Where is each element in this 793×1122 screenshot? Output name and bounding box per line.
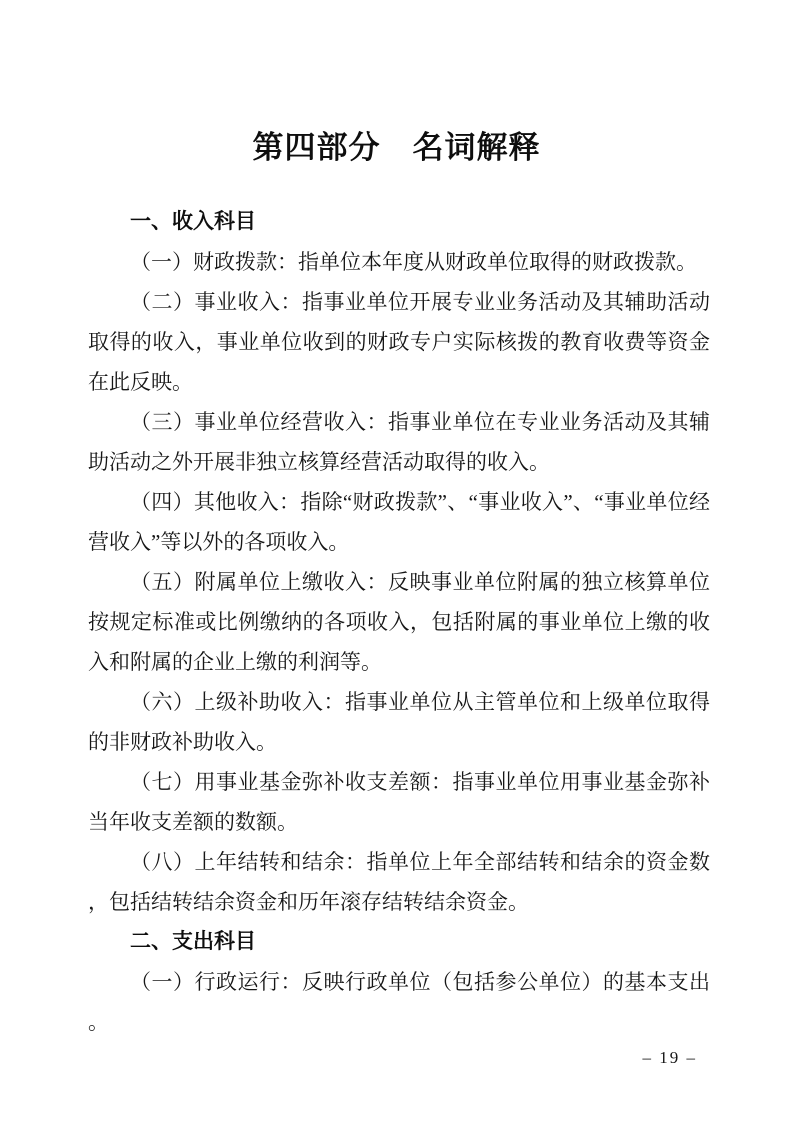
term-definition-subsidiary-remitted-income: （五）附属单位上缴收入：反映事业单位附属的独立核算单位按规定标准或比例缴纳的各项收入，包括附属的事业单位上缴的收入和附属的企业上缴的利润等。 [88, 570, 710, 674]
term-definition-carryover-surplus: （八）上年结转和结余：指单位上年全部结转和结余的资金数，包括结转结余资金和历年滚存结转结余资金。 [88, 850, 710, 914]
term-definition-superior-subsidy-income: （六）上级补助收入：指事业单位从主管单位和上级单位取得的非财政补助收入。 [88, 690, 710, 754]
document-body [88, 202, 710, 1042]
term-definition-fiscal-appropriation: （一）财政拨款：指单位本年度从财政单位取得的财政拨款。 [130, 250, 697, 274]
term-definition-other-income: （四）其他收入：指除“财政拨款”、“事业收入”、“事业单位经营收入”等以外的各项收入。 [88, 490, 710, 554]
page-number: – 19 – [642, 1048, 697, 1067]
page-title: 第四部分 名词解释 [252, 130, 541, 165]
section-heading-expenditure: 二、支出科目 [130, 930, 256, 953]
term-definition-business-operating-income: （三）事业单位经营收入：指事业单位在专业业务活动及其辅助活动之外开展非独立核算经营活动取得的收入。 [88, 410, 710, 474]
section-heading-income: 一、收入科目 [130, 210, 256, 233]
term-definition-administrative-operation: （一）行政运行：反映行政单位（包括参公单位）的基本支出。 [88, 970, 710, 1034]
term-definition-operational-income: （二）事业收入：指事业单位开展专业业务活动及其辅助活动取得的收入，事业单位收到的财政专户实际核拨的教育收费等资金在此反映。 [88, 290, 710, 394]
term-definition-fund-deficit-coverage: （七）用事业基金弥补收支差额：指事业单位用事业基金弥补当年收支差额的数额。 [88, 770, 710, 834]
